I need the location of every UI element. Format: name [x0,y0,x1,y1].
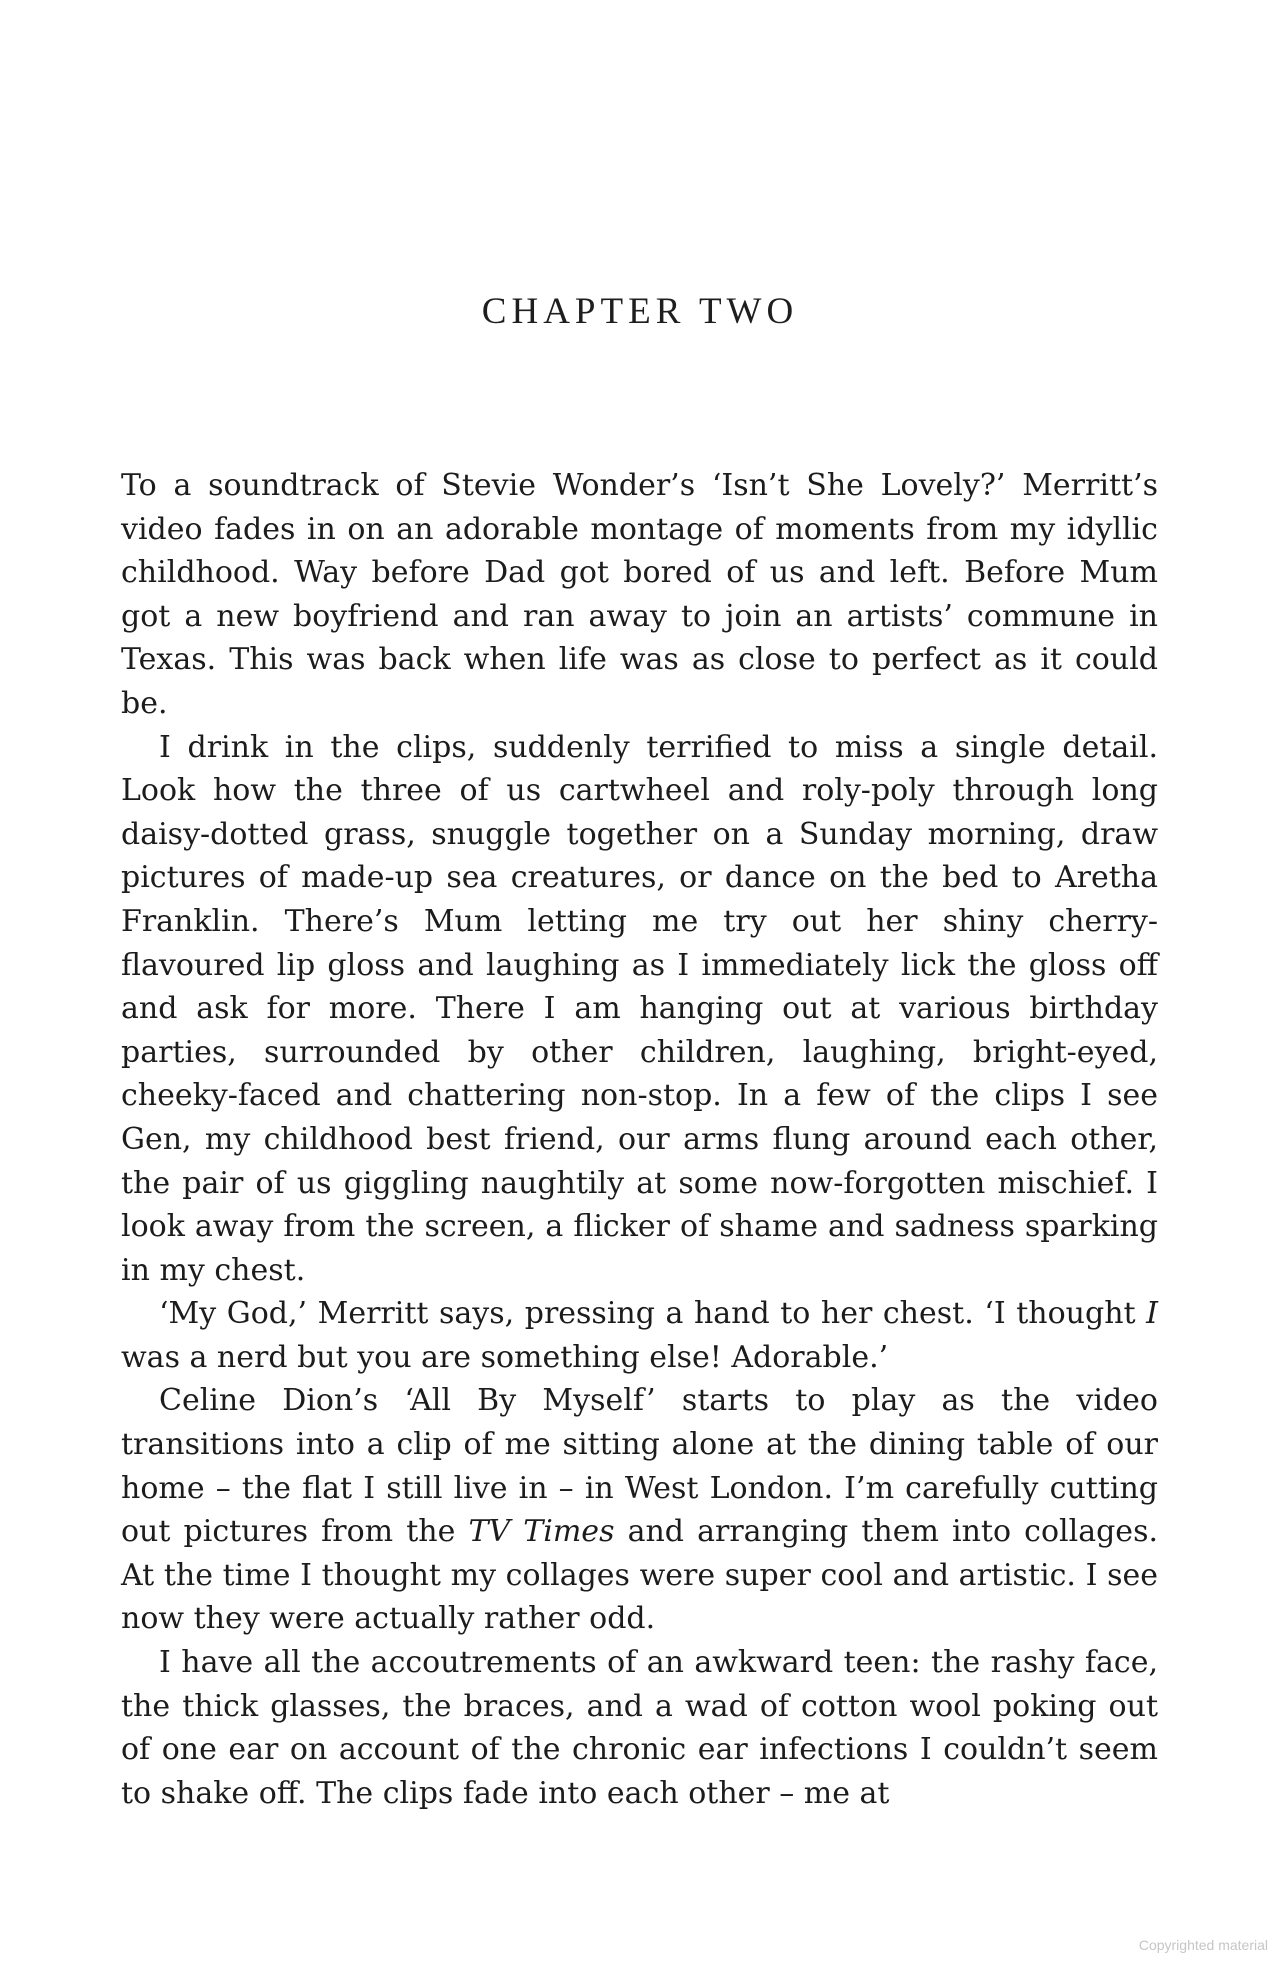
paragraph-text: and arranging them into collages. At the time I thought my collages were super cool and artistic. I see now they were actually rather odd. [121,1514,1158,1637]
paragraph [121,1292,1158,1379]
paragraph [121,464,1158,726]
copyright-watermark: Copyrighted material [1138,1937,1268,1953]
emphasis-text: TV Times [468,1514,615,1550]
paragraph-text: Celine Dion’s ‘All By Myself’ starts to play as the video transitions into a clip of me sitting alone at the dining table of our home – the flat I still live in – in West London. I’m carefully cutting out pictures from the [121,1383,1158,1550]
chapter-body [121,464,1158,1815]
paragraph-text: I have all the accoutrements of an awkward teen: the rashy face, the thick glasses, the braces, and a wad of cotton wool poking out of one ear on account of the chronic ear infections I couldn’t seem to shake off. The clips fade into each other – me at [121,1645,1158,1811]
emphasis-text: I [1146,1296,1158,1332]
paragraph [121,1641,1158,1815]
paragraph-text: To a soundtrack of Stevie Wonder’s ‘Isn’t She Lovely?’ Merritt’s video fades in on an adorable montage of moments from my idyllic childhood. Way before Dad got bored of us and left. Before Mum got a new boyfriend and ran away to join an artists’ commune in Texas. This was back when life was as close to perfect as it could be. [121,468,1158,721]
paragraph-text: ‘My God,’ Merritt says, pressing a hand to her chest. ‘I thought [159,1296,1147,1332]
paragraph-text: I drink in the clips, suddenly terrified to miss a single detail. Look how the three of us cartwheel and roly-poly through long daisy-dotted grass, snuggle together on a Sunday morning, draw pictures of made-up sea creatures, or dance on the bed to Aretha Franklin. There’s Mum letting me try out her shiny cherry-flavoured lip gloss and laughing as I immediately lick the gloss off and ask for more. There I am hanging out at various birthday parties, surrounded by other children, laughing, bright-eyed, cheeky-faced and chattering non-stop. In a few of the clips I see Gen, my childhood best friend, our arms flung around each other, the pair of us giggling naughtily at some now-forgotten mischief. I look away from the screen, a flicker of shame and sadness sparking in my chest. [121,729,1158,1288]
paragraph [121,1379,1158,1641]
chapter-heading: CHAPTER TWO [481,291,799,332]
paragraph-text: was a nerd but you are something else! Adorable.’ [121,1339,889,1375]
paragraph [121,726,1158,1293]
